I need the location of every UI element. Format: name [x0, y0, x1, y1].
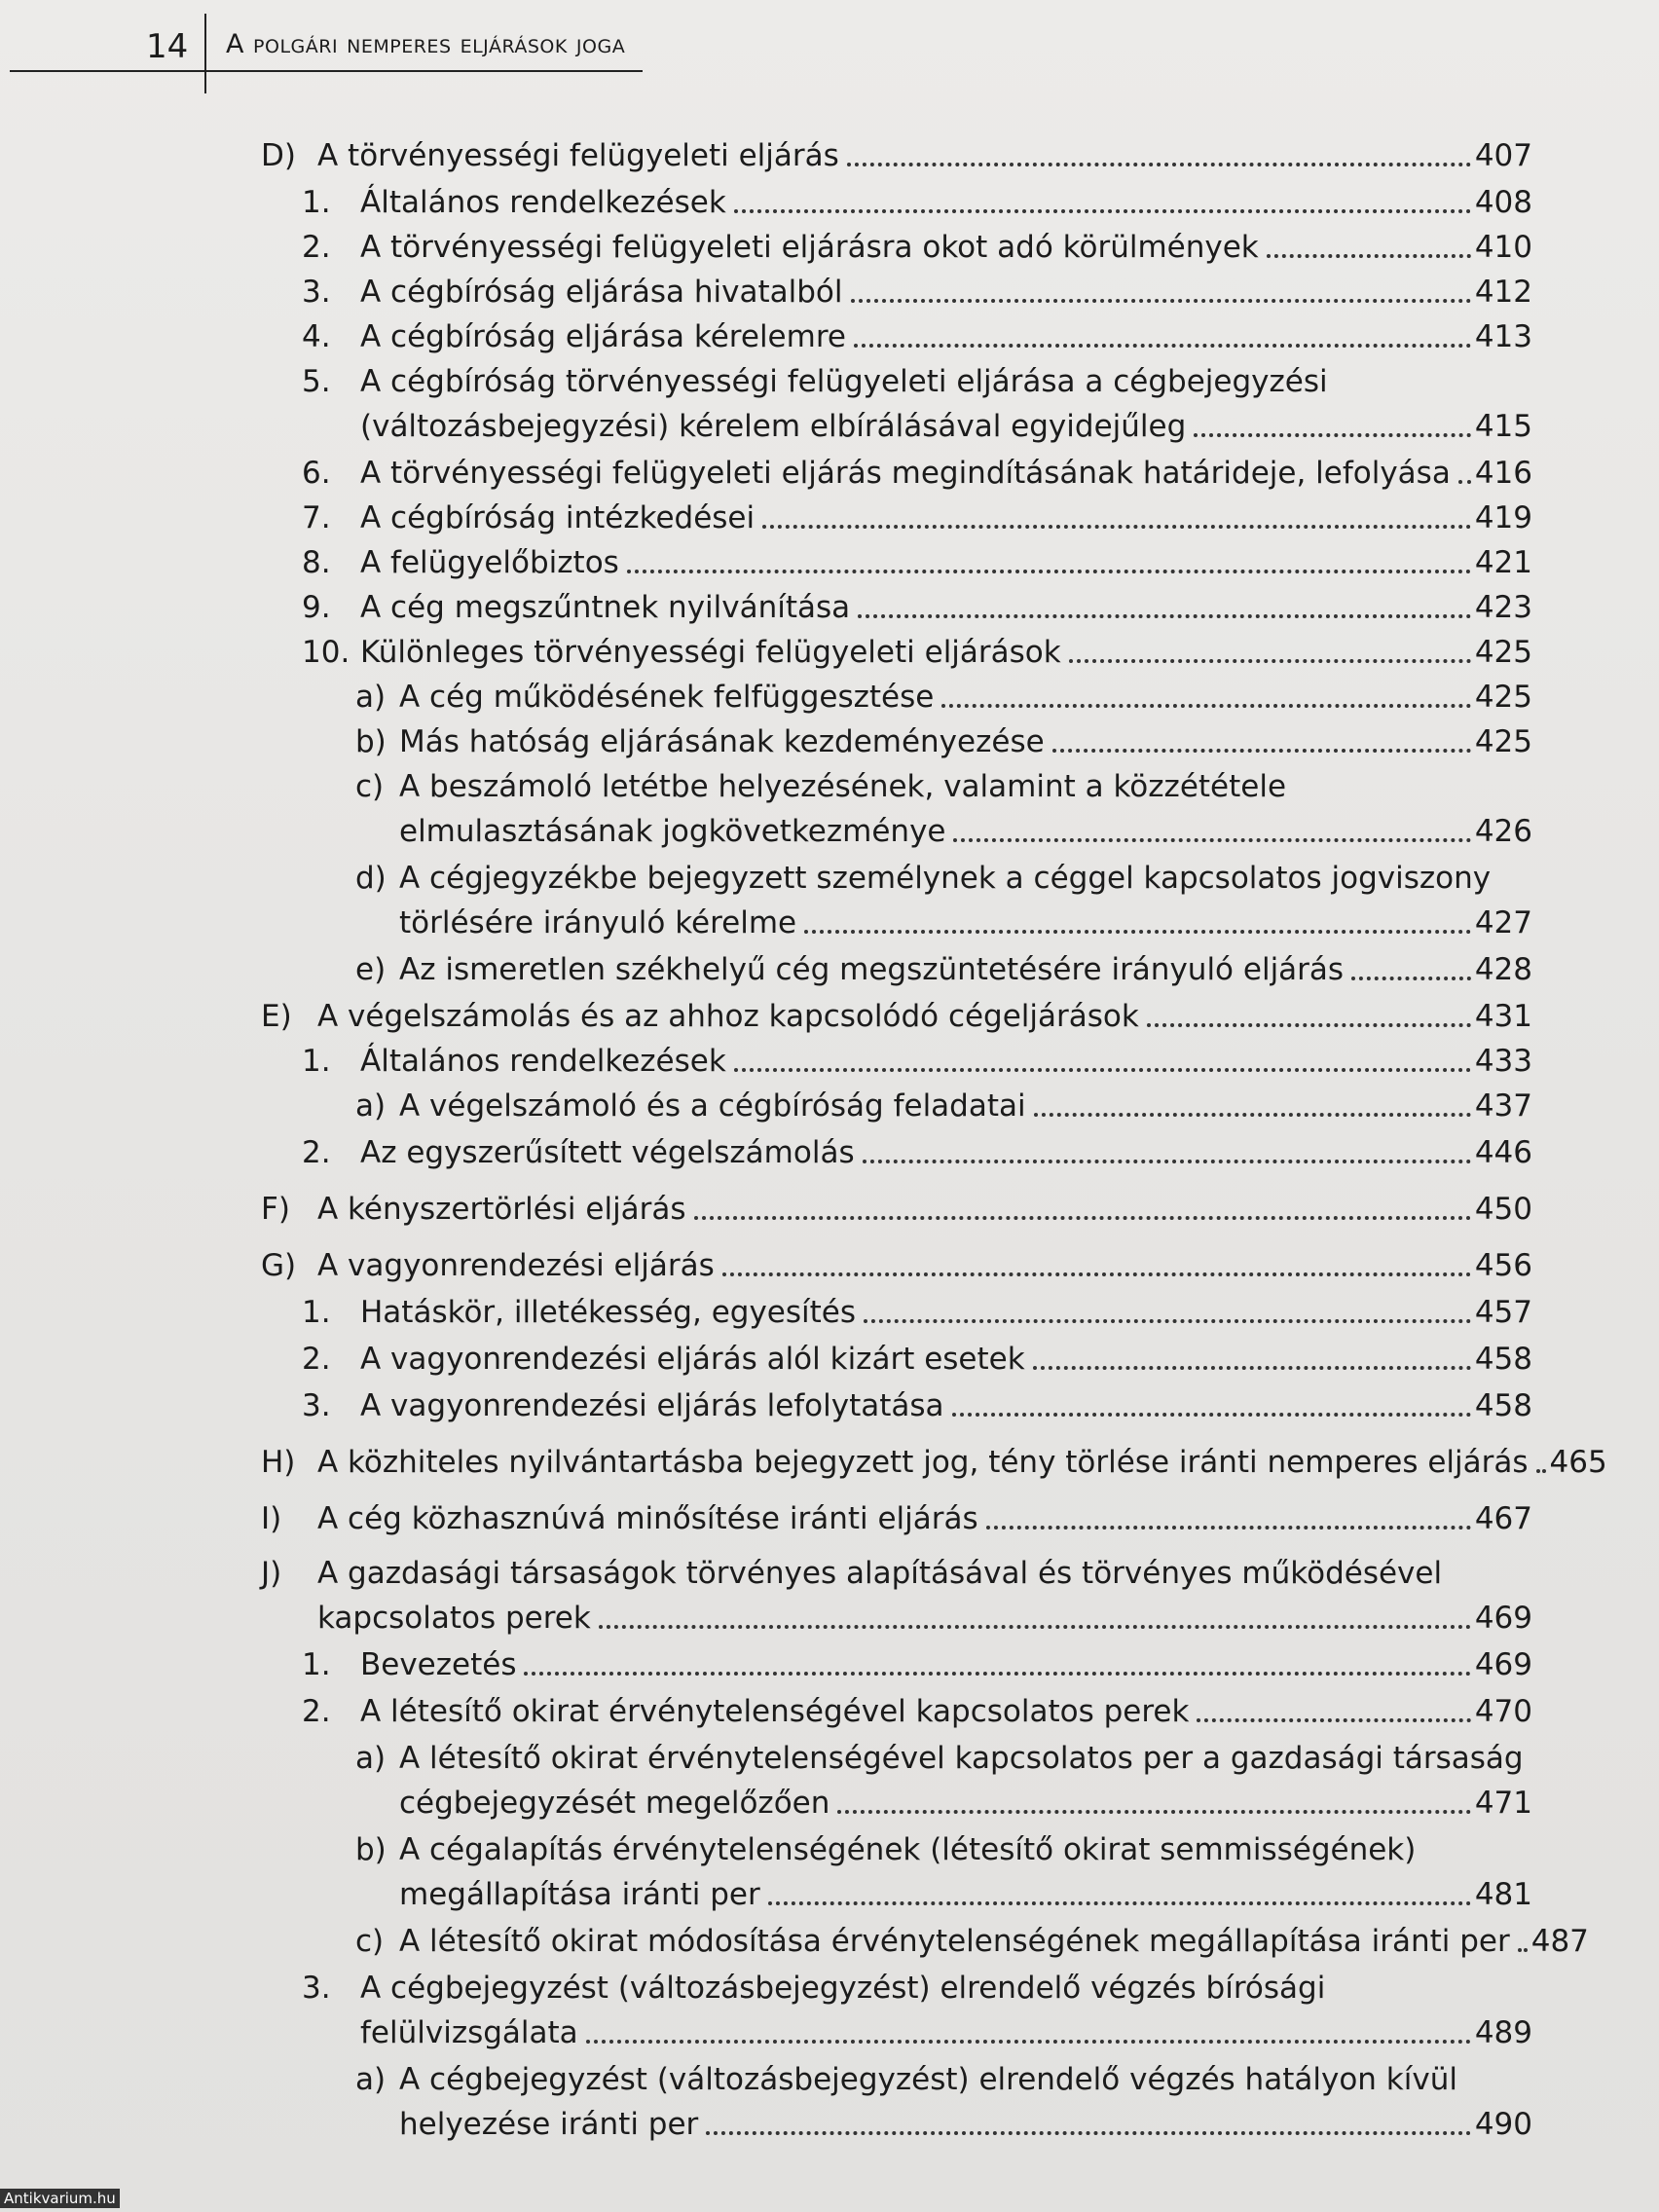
toc-title: A vagyonrendezési eljárás alól kizárt esetek	[360, 1342, 1025, 1377]
toc-entry	[302, 183, 1532, 222]
toc-entry	[302, 1133, 1532, 1172]
toc-entry	[355, 1087, 1532, 1125]
toc-entry	[355, 1739, 1532, 1778]
toc-entry	[355, 678, 1532, 717]
toc-entry	[261, 1246, 1532, 1285]
toc-marker: 1.	[302, 1647, 331, 1682]
toc-entry	[261, 1499, 1532, 1538]
dot-leader	[953, 838, 1470, 842]
toc-title: A cég közhasznúvá minősítése iránti eljárás	[317, 1501, 978, 1536]
toc-entry	[355, 1830, 1532, 1869]
toc-title-line2: kapcsolatos perek	[317, 1601, 591, 1636]
dot-leader	[1536, 1469, 1546, 1473]
toc-page-number: 423	[1474, 590, 1532, 625]
dot-leader	[722, 1272, 1471, 1276]
toc-title: Az ismeretlen székhelyű cég megszüntetésére irányuló eljárás	[399, 952, 1345, 987]
toc-marker: b)	[355, 1832, 387, 1867]
dot-leader	[952, 1413, 1471, 1417]
toc-entry	[302, 1969, 1532, 2008]
toc-title: A cégalapítás érvénytelenségének (létesítő okirat semmisségének)	[399, 1832, 1417, 1867]
toc-marker: 3.	[302, 1971, 331, 2006]
dot-leader	[768, 1901, 1471, 1905]
toc-marker: 1.	[302, 1044, 331, 1079]
toc-title-line2: cégbejegyzését megelőzően	[399, 1786, 830, 1821]
toc-page-number: 469	[1474, 1601, 1532, 1636]
toc-title: A felügyelőbiztos	[360, 545, 619, 580]
toc-title: Bevezetés	[360, 1647, 517, 1682]
toc-marker: e)	[355, 952, 387, 987]
toc-entry	[302, 1645, 1532, 1684]
toc-entry	[302, 1386, 1532, 1425]
toc-title: A létesítő okirat érvénytelenségével kapcsolatos per a gazdasági társaság	[399, 1741, 1524, 1776]
toc-title: A végelszámoló és a cégbíróság feladatai	[399, 1088, 1026, 1124]
toc-entry	[302, 543, 1532, 582]
toc-entry	[355, 2060, 1532, 2099]
toc-entry-continuation	[399, 812, 1532, 851]
toc-marker: a)	[355, 1088, 387, 1124]
toc-entry	[302, 228, 1532, 267]
toc-entry-continuation	[399, 2105, 1532, 2144]
toc-page-number: 425	[1474, 635, 1532, 670]
toc-title: Más hatóság eljárásának kezdeményezése	[399, 724, 1045, 759]
toc-marker: 9.	[302, 590, 331, 625]
toc-page-number: 425	[1474, 680, 1532, 715]
toc-page-number: 421	[1474, 545, 1532, 580]
toc-page-number: 446	[1474, 1135, 1532, 1170]
toc-title: A létesítő okirat érvénytelenségével kapcsolatos perek	[360, 1694, 1190, 1729]
toc-title: A cégbejegyzést (változásbejegyzést) elrendelő végzés bírósági	[360, 1971, 1326, 2006]
dot-leader	[524, 1672, 1470, 1676]
toc-title-line2: törlésére irányuló kérelme	[399, 905, 797, 940]
toc-entry	[302, 362, 1532, 401]
toc-marker: 6.	[302, 456, 331, 491]
toc-entry	[355, 950, 1532, 989]
toc-marker: E)	[261, 999, 292, 1034]
toc-title: Hatáskör, illetékesség, egyesítés	[360, 1295, 857, 1330]
running-title: A polgári nemperes eljárások joga	[226, 29, 626, 59]
dot-leader	[694, 1216, 1471, 1220]
toc-title: Általános rendelkezések	[360, 185, 726, 220]
toc-entry	[261, 1443, 1607, 1482]
dot-leader	[847, 163, 1471, 166]
toc-page-number: 419	[1474, 500, 1532, 535]
toc-page-number: 410	[1474, 230, 1532, 265]
toc-title: A létesítő okirat módosítása érvénytelenségének megállapítása iránti per	[399, 1924, 1510, 1959]
toc-marker: b)	[355, 724, 387, 759]
toc-page-number: 450	[1474, 1192, 1532, 1227]
dot-leader	[1351, 977, 1471, 980]
toc-title: A vagyonrendezési eljárás	[317, 1248, 715, 1283]
toc-title: A vagyonrendezési eljárás lefolytatása	[360, 1388, 944, 1423]
toc-entry	[302, 1340, 1532, 1379]
toc-entry	[355, 722, 1532, 761]
toc-entry	[302, 1042, 1532, 1081]
dot-leader	[863, 1160, 1471, 1163]
toc-page-number: 456	[1474, 1248, 1532, 1283]
toc-page-number: 470	[1474, 1694, 1532, 1729]
toc-title: A kényszertörlési eljárás	[317, 1192, 686, 1227]
watermark: Antikvarium.hu	[0, 2189, 120, 2208]
dot-leader	[1069, 659, 1471, 663]
toc-title: A cégbejegyzést (változásbejegyzést) elrendelő végzés hatályon kívül	[399, 2062, 1457, 2097]
toc-page-number: 427	[1474, 905, 1532, 940]
toc-marker: 8.	[302, 545, 331, 580]
toc-marker: 5.	[302, 364, 331, 399]
toc-entry	[302, 454, 1532, 493]
toc-marker: H)	[261, 1445, 296, 1480]
dot-leader	[864, 1319, 1471, 1323]
toc-page-number: 412	[1474, 275, 1532, 310]
toc-page-number: 437	[1474, 1088, 1532, 1124]
toc-page-number: 425	[1474, 724, 1532, 759]
toc-page-number: 433	[1474, 1044, 1532, 1079]
toc-marker: F)	[261, 1192, 290, 1227]
toc-entry	[355, 1922, 1589, 1961]
toc-entry	[302, 588, 1532, 627]
dot-leader	[1147, 1023, 1471, 1027]
toc-title: A beszámoló letétbe helyezésének, valamint a közzététele	[399, 769, 1287, 804]
toc-entry	[302, 633, 1532, 672]
toc-title: Az egyszerűsített végelszámolás	[360, 1135, 855, 1170]
toc-marker: 2.	[302, 1694, 331, 1729]
toc-marker: 3.	[302, 275, 331, 310]
toc-page-number: 467	[1474, 1501, 1532, 1536]
toc-page-number: 415	[1474, 409, 1532, 444]
toc-marker: 7.	[302, 500, 331, 535]
toc-marker: 10.	[302, 635, 350, 670]
toc-title-line2: elmulasztásának jogkövetkezménye	[399, 814, 946, 849]
toc-marker: d)	[355, 861, 387, 896]
dot-leader	[1033, 1366, 1471, 1370]
toc-marker: a)	[355, 1741, 387, 1776]
toc-title: A cégjegyzékbe bejegyzett személynek a céggel kapcsolatos jogviszony	[399, 861, 1492, 896]
toc-marker: 1.	[302, 185, 331, 220]
toc-page-number: 489	[1474, 2015, 1532, 2050]
dot-leader	[586, 2040, 1471, 2044]
toc-title: A törvényességi felügyeleti eljárás	[317, 138, 839, 173]
toc-marker: 3.	[302, 1388, 331, 1423]
dot-leader	[941, 704, 1471, 708]
toc-marker: I)	[261, 1501, 282, 1536]
toc-page-number: 413	[1474, 319, 1532, 354]
dot-leader	[1458, 480, 1471, 484]
toc-title-line2: megállapítása iránti per	[399, 1877, 760, 1912]
toc-entry-continuation	[317, 1599, 1532, 1638]
toc-page-number: 458	[1474, 1342, 1532, 1377]
toc-page-number: 458	[1474, 1388, 1532, 1423]
dot-leader	[599, 1625, 1471, 1629]
page-number: 14	[146, 27, 189, 66]
toc-page-number: 416	[1474, 456, 1532, 491]
toc-entry-continuation	[360, 407, 1532, 446]
toc-title-line2: felülvizsgálata	[360, 2015, 578, 2050]
toc-entry	[261, 1554, 1532, 1593]
dot-leader	[851, 299, 1471, 303]
toc-entry	[302, 317, 1532, 356]
dot-leader	[1034, 1113, 1471, 1117]
toc-page-number: 428	[1474, 952, 1532, 987]
dot-leader	[734, 209, 1471, 213]
dot-leader	[1052, 749, 1471, 753]
toc-entry	[302, 1692, 1532, 1731]
toc-title: A gazdasági társaságok törvényes alapításával és törvényes működésével	[317, 1556, 1443, 1591]
toc-page-number: 487	[1530, 1924, 1589, 1959]
toc-marker: c)	[355, 769, 385, 804]
dot-leader	[804, 930, 1471, 934]
toc-page-number: 471	[1474, 1786, 1532, 1821]
toc-marker: c)	[355, 1924, 385, 1959]
toc-entry	[302, 1293, 1532, 1332]
toc-title-line2: (változásbejegyzési) kérelem elbírálásával egyidejűleg	[360, 409, 1187, 444]
toc-page-number: 426	[1474, 814, 1532, 849]
dot-leader	[854, 344, 1471, 348]
toc-title: A cégbíróság eljárása hivatalból	[360, 275, 843, 310]
toc-title-line2: helyezése iránti per	[399, 2107, 699, 2142]
dot-leader	[706, 2131, 1471, 2135]
toc-page-number: 490	[1474, 2107, 1532, 2142]
dot-leader	[762, 525, 1471, 529]
toc-title: A törvényességi felügyeleti eljárásra okot adó körülmények	[360, 230, 1259, 265]
toc-page-number: 481	[1474, 1877, 1532, 1912]
toc-marker: 1.	[302, 1295, 331, 1330]
toc-entry	[355, 767, 1532, 806]
toc-title: A törvényességi felügyeleti eljárás megindításának határideje, lefolyása	[360, 456, 1451, 491]
dot-leader	[1518, 1948, 1528, 1952]
toc-entry	[261, 1190, 1532, 1229]
dot-leader	[986, 1526, 1471, 1530]
toc-title: A cégbíróság törvényességi felügyeleti eljárása a cégbejegyzési	[360, 364, 1328, 399]
toc-title: A végelszámolás és az ahhoz kapcsolódó cégeljárások	[317, 999, 1139, 1034]
toc-entry	[355, 859, 1532, 898]
dot-leader	[1267, 254, 1471, 258]
toc-title: Különleges törvényességi felügyeleti eljárások	[360, 635, 1061, 670]
toc-page-number: 431	[1474, 999, 1532, 1034]
toc-entry	[302, 498, 1532, 537]
toc-title: A cégbíróság intézkedései	[360, 500, 756, 535]
dot-leader	[627, 570, 1471, 573]
toc-page-number: 408	[1474, 185, 1532, 220]
dot-leader	[837, 1810, 1470, 1814]
toc-marker: D)	[261, 138, 296, 173]
dot-leader	[858, 614, 1471, 618]
toc-title: A cég működésének felfüggesztése	[399, 680, 935, 715]
dot-leader	[1194, 433, 1471, 437]
toc-title: A közhiteles nyilvántartásba bejegyzett jog, tény törlése iránti nemperes eljárás	[317, 1445, 1529, 1480]
toc-marker: 2.	[302, 1342, 331, 1377]
toc-title: A cégbíróság eljárása kérelemre	[360, 319, 846, 354]
toc-page-number: 469	[1474, 1647, 1532, 1682]
toc-title: A cég megszűntnek nyilvánítása	[360, 590, 851, 625]
dot-leader	[1197, 1718, 1470, 1722]
toc-entry	[261, 136, 1532, 175]
toc-marker: 2.	[302, 1135, 331, 1170]
toc-entry-continuation	[360, 2013, 1532, 2052]
toc-marker: J)	[261, 1556, 282, 1591]
toc-page-number: 457	[1474, 1295, 1532, 1330]
toc-marker: 2.	[302, 230, 331, 265]
toc-title: Általános rendelkezések	[360, 1044, 726, 1079]
toc-marker: 4.	[302, 319, 331, 354]
toc-entry-continuation	[399, 903, 1532, 942]
toc-marker: G)	[261, 1248, 297, 1283]
toc-marker: a)	[355, 680, 387, 715]
toc-entry	[261, 997, 1532, 1036]
toc-entry-continuation	[399, 1784, 1532, 1823]
toc-entry	[302, 273, 1532, 312]
toc-page-number: 465	[1549, 1445, 1607, 1480]
toc-page-number: 407	[1474, 138, 1532, 173]
dot-leader	[734, 1068, 1471, 1072]
toc-marker: a)	[355, 2062, 387, 2097]
toc-entry-continuation	[399, 1875, 1532, 1914]
